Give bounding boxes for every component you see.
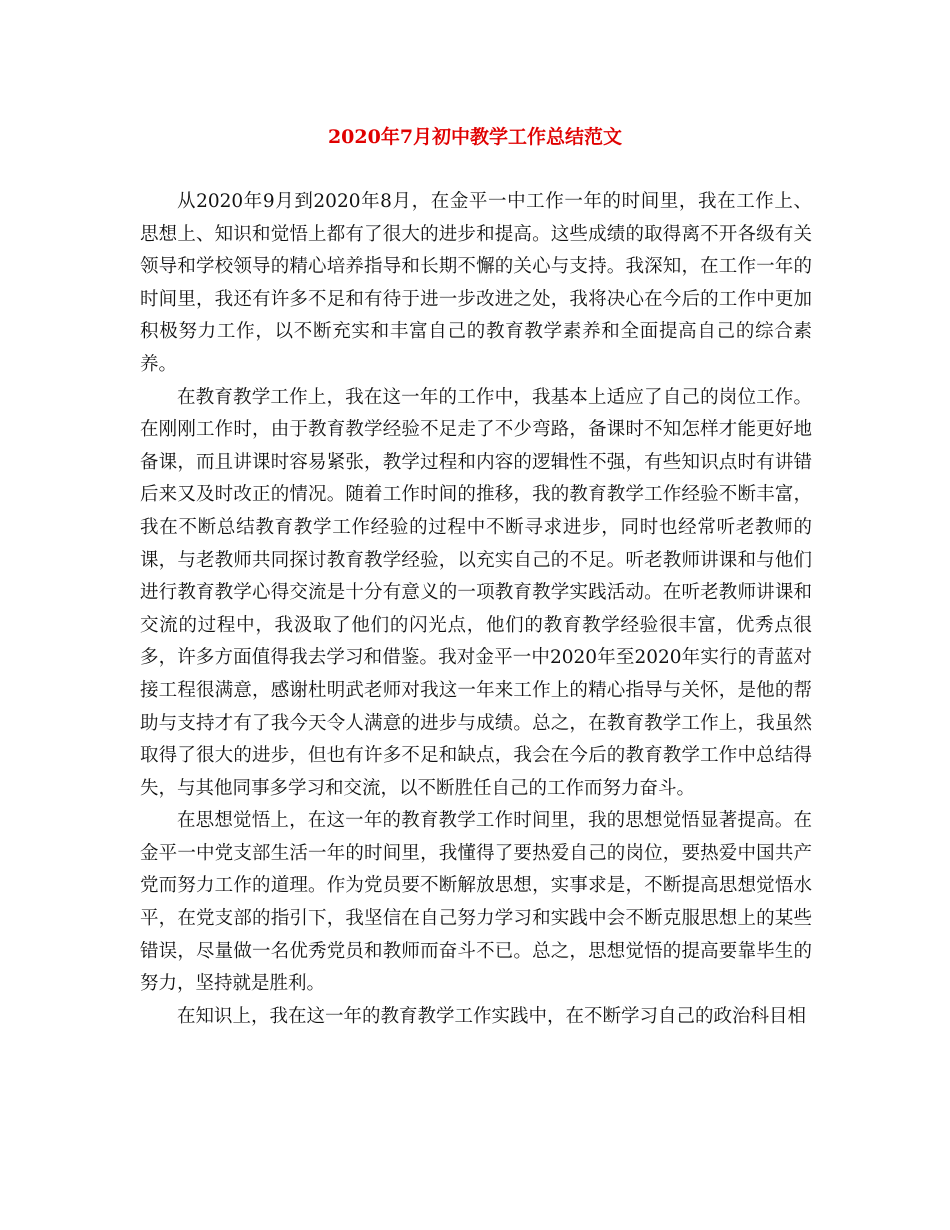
document-body: [140, 186, 812, 1033]
paragraph-knowledge: 在知识上，我在这一年的教育教学工作实践中，在不断学习自己的政治科目相: [177, 1005, 807, 1027]
paragraph-ideology: 在思想觉悟上，在这一年的教育教学工作时间里，我的思想觉悟显著提高。在金平一中党支部生活一年的时间里，我懂得了要热爱自己的岗位，要热爱中国共产党而努力工作的道理。作为党员要不断解放思想，实事求是，不断提高思想觉悟水平，在党支部的指引下，我坚信在自己努力学习和实践中会不断克服思想上的某些错误，尽量做一名优秀党员和教师而奋斗不已。总之，思想觉悟的提高要靠毕生的努力，坚持就是胜利。: [140, 810, 812, 995]
paragraph-intro: 从2020年9月到2020年8月，在金平一中工作一年的时间里，我在工作上、思想上、知识和觉悟上都有了很大的进步和提高。这些成绩的取得离不开各级有关领导和学校领导的精心培养指导和长期不懈的关心与支持。我深知，在工作一年的时间里，我还有许多不足和有待于进一步改进之处，我将决心在今后的工作中更加积极努力工作，以不断充实和丰富自己的教育教学素养和全面提高自己的综合素养。: [140, 191, 812, 375]
document-title: 2020年7月初中教学工作总结范文: [327, 126, 623, 148]
paragraph-teaching: 在教育教学工作上，我在这一年的工作中，我基本上适应了自己的岗位工作。在刚刚工作时，由于教育教学经验不足走了不少弯路，备课时不知怎样才能更好地备课，而且讲课时容易紧张，教学过程和内容的逻辑性不强，有些知识点时有讲错后来又及时改正的情况。随着工作时间的推移，我的教育教学工作经验不断丰富，我在不断总结教育教学工作经验的过程中不断寻求进步，同时也经常听老教师的课，与老教师共同探讨教育教学经验，以充实自己的不足。听老教师讲课和与他们进行教育教学心得交流是十分有意义的一项教育教学实践活动。在听老教师讲课和交流的过程中，我汲取了他们的闪光点，他们的教育教学经验很丰富，优秀点很多，许多方面值得我去学习和借鉴。我对金平一中2020年至2020年实行的青蓝对接工程很满意，感谢杜明武老师对我这一年来工作上的精心指导与关怀，是他的帮助与支持才有了我今天令人满意的进步与成绩。总之，在教育教学工作上，我虽然取得了很大的进步，但也有许多不足和缺点，我会在今后的教育教学工作中总结得失，与其他同事多学习和交流，以不断胜任自己的工作而努力奋斗。: [140, 386, 812, 799]
